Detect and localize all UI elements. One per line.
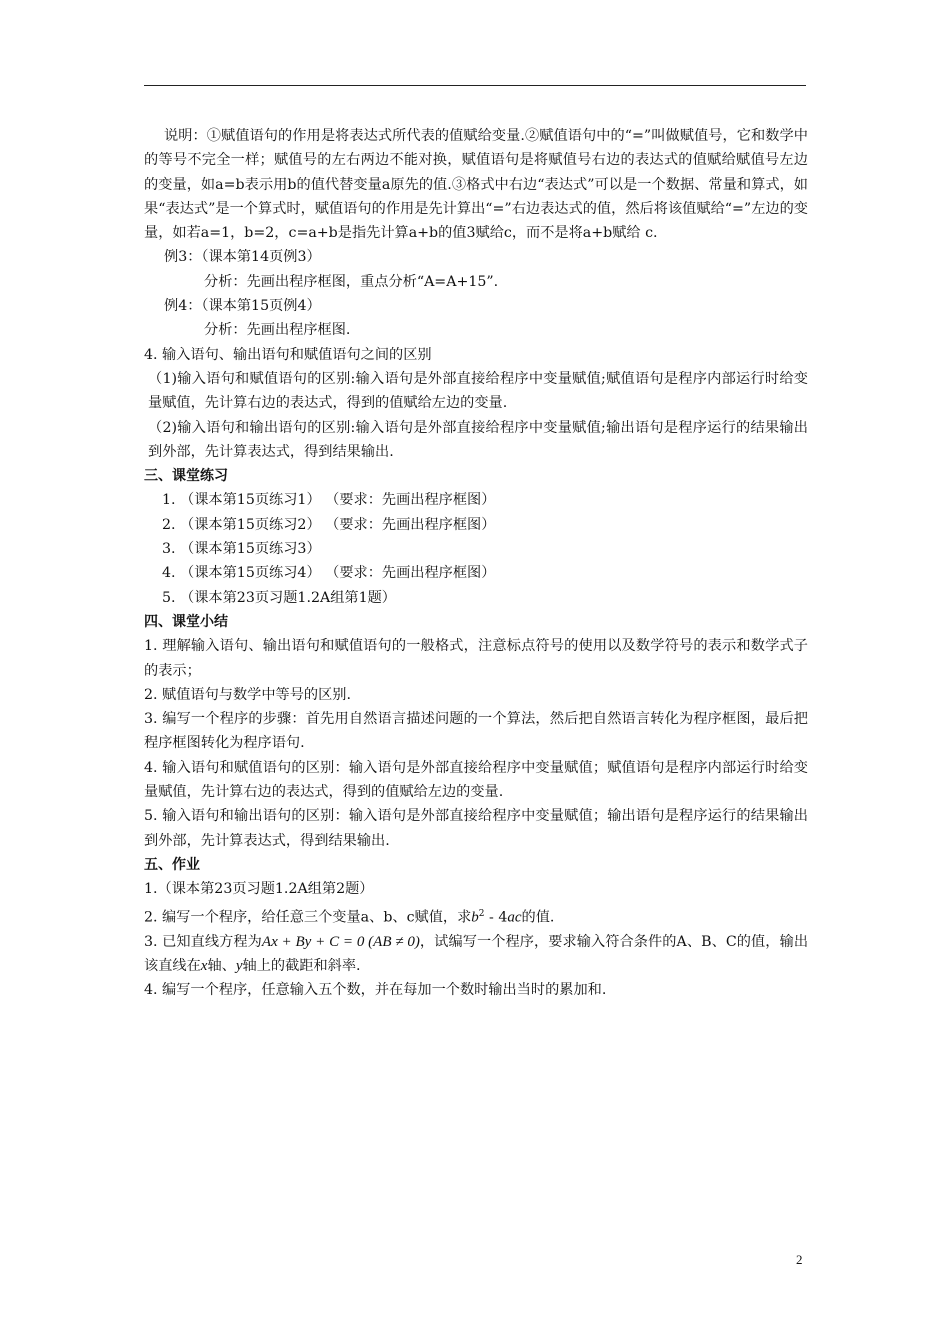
summary-item: 4. 输入语句和赋值语句的区别：输入语句是外部直接给程序中变量赋值；赋值语句是程序内部运行时给变量赋值，先计算右边的表达式，得到的值赋给左边的变量. <box>144 759 808 801</box>
practice-item: 1. （课本第15页练习1） （要求：先画出程序框图） <box>162 492 496 509</box>
example-4-analysis: 分析：先画出程序框图. <box>204 322 351 339</box>
example-3-analysis: 分析：先画出程序框图，重点分析“A=A+15”. <box>204 273 499 290</box>
summary-item: 1. 理解输入语句、输出语句和赋值语句的一般格式，注意标点符号的使用以及数学符号的表示和数学式子的表示； <box>144 638 808 679</box>
hw3-mid: ，试编写一个程序，要求输入符合条件的A、B、C的值，输出该直线在 <box>144 933 809 974</box>
summary-heading: 四、课堂小结 <box>144 613 228 630</box>
hw2-b: b <box>471 909 479 926</box>
homework-item-3 <box>144 930 808 979</box>
hw2-tail: 的值. <box>521 909 555 926</box>
summary-item: 3. 编写一个程序的步骤：首先用自然语言描述问题的一个算法，然后把自然语言转化为程序框图，最后把程序框图转化为程序语句. <box>144 711 808 752</box>
practice-item: 5. （课本第23页习题1.2A组第1题） <box>162 589 396 606</box>
hw3-x: x <box>200 957 208 974</box>
practice-item: 3. （课本第15页练习3） <box>162 541 321 558</box>
homework-item-2 <box>144 902 808 930</box>
hw3-tail: 轴上的截距和斜率. <box>242 957 361 974</box>
difference-1: （1)输入语句和赋值语句的区别:输入语句是外部直接给程序中变量赋值;赋值语句是程序内部运行时给变量赋值，先计算右边的表达式，得到的值赋给左边的变量. <box>148 370 808 412</box>
hw3-text: 3. 已知直线方程为 <box>144 933 262 950</box>
practice-heading: 三、课堂练习 <box>144 468 228 485</box>
homework-item-4: 4. 编写一个程序，任意输入五个数，并在每加一个数时输出当时的累加和. <box>144 982 607 999</box>
hw3-y: y <box>235 957 243 974</box>
homework-item-1: 1.（课本第23页习题1.2A组第2题） <box>144 881 374 898</box>
summary-item: 5. 输入语句和输出语句的区别：输入语句是外部直接给程序中变量赋值；输出语句是程序运行的结果输出到外部，先计算表达式，得到结果输出. <box>144 808 808 849</box>
hw2-text: 2. 编写一个程序，给任意三个变量a、b、c赋值，求 <box>144 909 472 926</box>
hw2-ac: ac <box>507 909 522 926</box>
difference-2: （2)输入语句和输出语句的区别:输入语句是外部直接给程序中变量赋值;输出语句是程序运行的结果输出到外部，先计算表达式，得到结果输出. <box>148 419 808 460</box>
hw2-exponent: 2 <box>478 908 485 919</box>
document-body <box>144 124 808 1002</box>
example-3: 例3：（课本第14页例3） <box>164 249 321 266</box>
homework-heading: 五、作业 <box>144 856 200 873</box>
hw2-minus: - 4 <box>484 909 508 926</box>
hw3-equation: Ax + By + C = 0 (AB ≠ 0) <box>261 933 420 950</box>
page-number: 2 <box>796 1252 803 1267</box>
hw3-mid2: 轴、 <box>207 957 236 974</box>
practice-item: 4. （课本第15页练习4） （要求：先画出程序框图） <box>162 565 496 582</box>
header-rule <box>144 85 806 86</box>
difference-title: 4. 输入语句、输出语句和赋值语句之间的区别 <box>144 346 432 363</box>
explanation-paragraph: 说明：①赋值语句的作用是将表达式所代表的值赋给变量.②赋值语句中的“=”叫做赋值号，它和数学中的等号不完全一样；赋值号的左右两边不能对换，赋值语句是将赋值号右边的表达式的值赋给赋值号左边的变量，如a=b表示用b的值代替变量a原先的值.③格式中右边“表达式”可以是一个数据、常量和算式，如果“表达式”是一个算式时，赋值语句的作用是先计算出“=”右边表达式的值，然后将该值赋给“=”左边的变量，如若a=1，b=2，c=a+b是指先计算a+b的值3赋给c，而不是将a+b赋给 c. <box>144 128 808 242</box>
summary-item: 2. 赋值语句与数学中等号的区别. <box>144 686 351 703</box>
example-4: 例4：（课本第15页例4） <box>164 298 321 315</box>
practice-item: 2. （课本第15页练习2） （要求：先画出程序框图） <box>162 516 496 533</box>
